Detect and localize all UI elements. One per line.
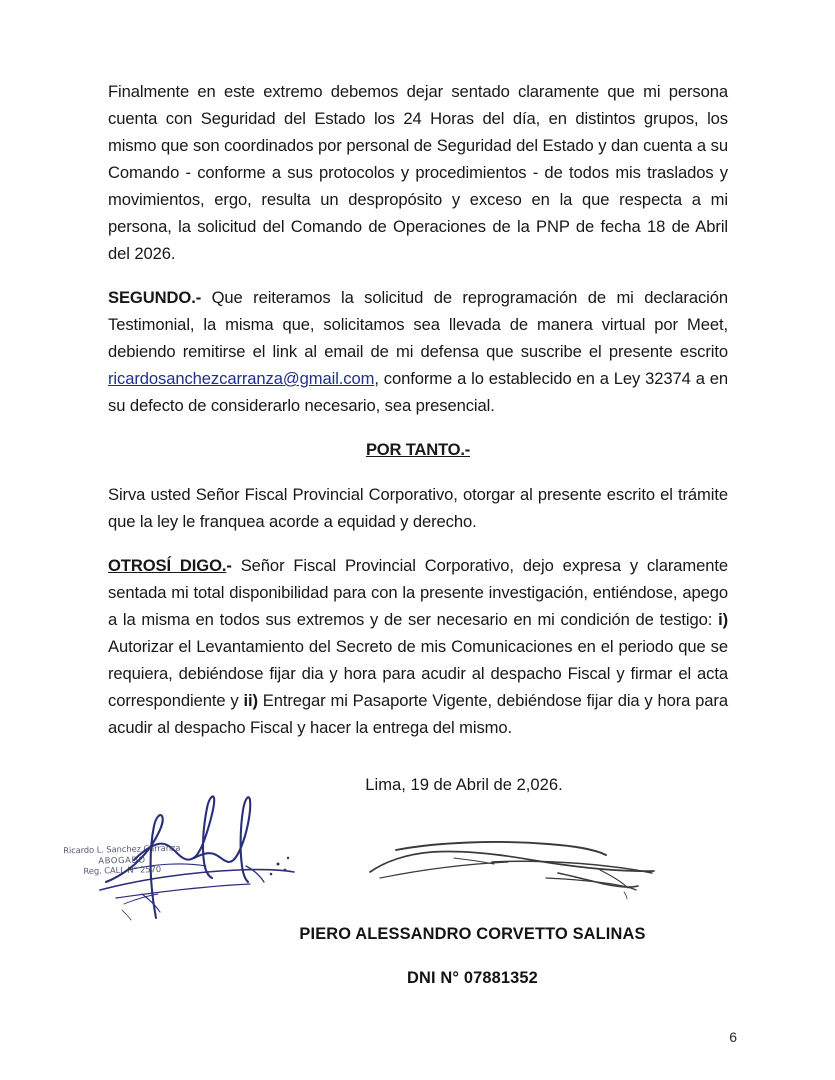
signer-name: PIERO ALESSANDRO CORVETTO SALINAS [299, 925, 646, 943]
paragraph-finalmente: Finalmente en este extremo debemos dejar sentado claramente que mi persona cuenta con Seguridad del Estado los 24 Horas del día, en distintos grupos, los mismo que son coordinados por personal de Seguridad del Estado y dan cuenta a su Comando - conforme a sus protocolos y procedimientos - de todos mis traslados y movimientos, ergo, resulta un despropósito y exceso en la que respecta a mi persona, la solicitud del Comando de Operaciones de la PNP de fecha 18 de Abril del 2026. [108, 82, 728, 263]
stamp-line-role: ABOGADO [98, 853, 146, 866]
signature-zone [0, 780, 835, 930]
otrosi-text-2: Autorizar el Levantamiento del Secreto de mis Comunicaciones en el periodo que se requiera, debiéndose fijar dia y hora para acudir al despacho Fiscal y firmar el acta correspondiente y [108, 637, 728, 710]
segundo-text-after-email: , conforme a lo establecido en a Ley 32374 a en su defecto de considerarlo necesario, sea presencial. [108, 369, 728, 415]
paragraph-otrosi [108, 552, 728, 741]
otrosi-text-1: Señor Fiscal Provincial Corporativo, dejo expresa y claramente sentada mi total disponibilidad para con la presente investigación, entiéndose, apego a la misma en todos sus extremos y de ser necesario en mi condición de testigo: [108, 556, 728, 629]
por-tanto-heading [108, 436, 728, 463]
paragraph-por-tanto: Sirva usted Señor Fiscal Provincial Corporativo, otorgar al presente escrito el trámite que la ley le franquea acorde a equidad y derecho. [108, 485, 728, 531]
paragraph-segundo [108, 284, 728, 419]
date-line: Lima, 19 de Abril de 2,026. [365, 775, 563, 794]
signer-block [0, 925, 835, 988]
email-link[interactable]: ricardosanchezcarranza@gmail.com [108, 369, 375, 388]
signature-signer [368, 826, 668, 906]
por-tanto-heading-label: POR TANTO.- [365, 440, 471, 459]
otrosi-marker-ii: ii) [243, 691, 258, 710]
segundo-text-before-email: Que reiteramos la solicitud de reprogramación de mi declaración Testimonial, la misma que, solicitamos sea llevada de manera virtual por Meet, debiendo remitirse el link al email de mi defensa que suscribe el presente escrito [108, 288, 728, 361]
stamp-line-name: Ricardo L. Sanchez Carranza [63, 842, 181, 856]
signer-dni: DNI N° 07881352 [407, 969, 538, 987]
segundo-label: SEGUNDO.- [108, 288, 202, 307]
otrosi-label: OTROSÍ DIGO. [108, 556, 227, 575]
stamp-line-registration: Reg. CALL N° 2570 [83, 864, 162, 876]
otrosi-label-suffix: - [226, 556, 232, 575]
otrosi-marker-i: i) [718, 610, 728, 629]
lawyer-stamp [52, 842, 193, 877]
page-number: 6 [729, 1029, 737, 1045]
document-body [108, 78, 728, 798]
otrosi-text-3: Entregar mi Pasaporte Vigente, debiéndose fijar dia y hora para acudir al despacho Fiscal y hacer la entrega del mismo. [108, 691, 728, 737]
